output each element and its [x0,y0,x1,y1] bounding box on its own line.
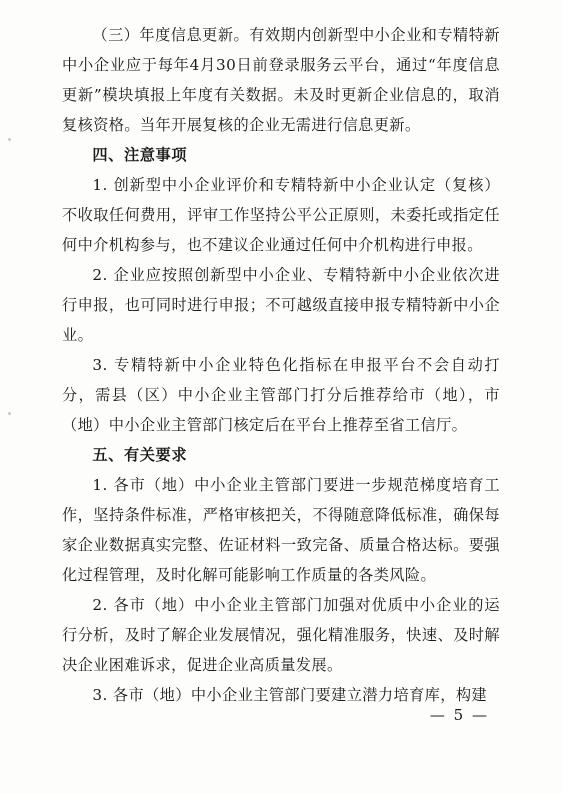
document-body [62,20,500,710]
punch-mark [8,412,11,415]
punch-mark [8,138,11,141]
paragraph-requirement-1: 1. 各市（地）中小企业主管部门要进一步规范梯度培育工作，坚持条件标准，严格审核把关，不得随意降低标准，确保每家企业数据真实完整、佐证材料一致完备、质量合格达标。要强化过程管理，及时化解可能影响工作质量的各类风险。 [62,476,500,584]
section-heading-notes: 四、注意事项 [92,146,188,164]
paragraph-requirement-3: 3. 各市（地）中小企业主管部门要建立潜力培育库，构建 [92,686,488,704]
paragraph-annual-update: （三）年度信息更新。有效期内创新型中小企业和专精特新中小企业应于每年4月30日前登录服务云平台，通过“年度信息更新”模块填报上年度有关数据。未及时更新企业信息的，取消复核资格。当年开展复核的企业无需进行信息更新。 [62,26,500,134]
paragraph-note-1: 1. 创新型中小企业评价和专精特新中小企业认定（复核）不收取任何费用，评审工作坚持公平公正原则，未委托或指定任何中介机构参与，也不建议企业通过任何中介机构进行申报。 [62,176,500,254]
paragraph-requirement-2: 2. 各市（地）中小企业主管部门加强对优质中小企业的运行分析，及时了解企业发展情况，强化精准服务，快速、及时解决企业困难诉求，促进企业高质量发展。 [62,596,500,674]
section-heading-requirements: 五、有关要求 [92,446,188,464]
paragraph-note-3: 3. 专精特新中小企业特色化指标在申报平台不会自动打分，需县（区）中小企业主管部门打分后推荐给市（地），市（地）中小企业主管部门核定后在平台上推荐至省工信厅。 [62,356,500,434]
page-number: — 5 — [429,706,489,724]
paragraph-note-2: 2. 企业应按照创新型中小企业、专精特新中小企业依次进行申报，也可同时进行申报；不可越级直接申报专精特新中小企业。 [62,266,500,344]
